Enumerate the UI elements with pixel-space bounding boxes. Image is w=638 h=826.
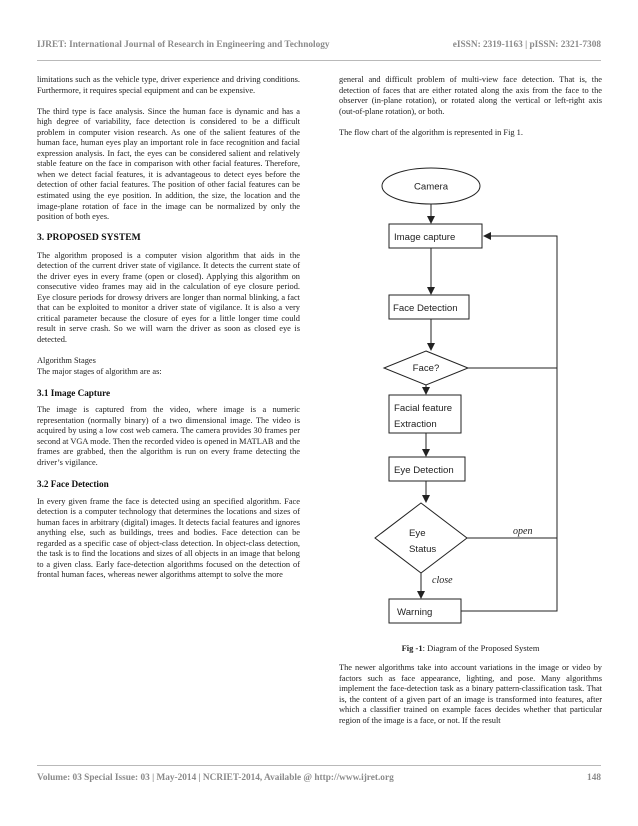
running-footer xyxy=(37,773,601,787)
left-column xyxy=(37,75,300,591)
facial-feature-label-2: Extraction xyxy=(394,419,437,430)
paragraph: The third type is face analysis. Since the human face is dynamic and has a high degree of variability, face detection is considered to be a difficult problem in computer vision research. As one of the salient features of the human face, human eyes play an important role in face recognition and facial expression analysis. In fact, the eyes can be considered salient and relatively stable feature on the face in comparison with other facial features. Therefore, when we detect facial features, it is advantageous to detect eyes before the detection of other facial features. The position of other facial features can be estimated using the eye position. In addition, the size, the location and the image-plane rotation of face in the image can be normalized by only the position of both eyes. xyxy=(37,106,300,222)
paragraph: The algorithm proposed is a computer vision algorithm that aids in the detection of the current driver state of vigilance. It detects the current state of the driver eyes in every frame (open or closed). Applying this algorithm on consecutive video frames may aid in the calculation of eye closure period. Eye closure periods for drowsy drivers are longer than normal blinking, a fact that can be exploited to monitor a driver state of vigilance. It is also a very critical parameter because the closure of eyes for a little longer time could result in serve crash. So we will warn the driver as soon as closed eye is detected. xyxy=(37,250,300,345)
eye-detection-label: Eye Detection xyxy=(394,465,454,476)
right-column xyxy=(339,75,602,149)
header-rule xyxy=(37,60,601,61)
paragraph: The major stages of algorithm are as: xyxy=(37,366,162,376)
open-label: open xyxy=(513,526,533,537)
paragraph: The image is captured from the video, where image is a numeric representation (normally binary) of a two dimensional image. The video is acquired by using a low cost web camera. The camera provides 30 frames per second at VGA mode. Then the recorded video is opened in MATLAB and the frames are grabbed, then the algorithm is run on every frame detecting the driver’s vigilance. xyxy=(37,405,300,467)
running-header xyxy=(37,40,601,54)
right-column-continued xyxy=(339,663,602,726)
volume-info: Volume: 03 Special Issue: 03 | May-2014 | NCRIET-2014, Available @ http://www.ijret.org xyxy=(37,773,394,783)
paragraph: The flow chart of the algorithm is represented in Fig 1. xyxy=(339,127,523,137)
paragraph: limitations such as the vehicle type, driver experience and driving conditions. Furthermore, it requires special equipment and can be expensive. xyxy=(37,75,300,95)
eye-status-label-1: Eye xyxy=(409,528,426,539)
journal-title: IJRET: International Journal of Research in Engineering and Technology xyxy=(37,40,330,50)
footer-rule xyxy=(37,765,601,766)
eye-status-label-2: Status xyxy=(409,544,437,555)
issn: eISSN: 2319-1163 | pISSN: 2321-7308 xyxy=(452,40,601,50)
subheading-plain: Algorithm Stages xyxy=(37,356,96,366)
page-number: 148 xyxy=(587,773,601,783)
camera-label: Camera xyxy=(413,181,449,193)
loop-line xyxy=(461,236,557,611)
figure-caption xyxy=(339,643,602,653)
flowchart-svg xyxy=(339,160,602,640)
image-capture-label: Image capture xyxy=(394,232,456,243)
warning-label: Warning xyxy=(397,607,433,618)
face-detection-label: Face Detection xyxy=(393,303,458,314)
face-decision-label: Face? xyxy=(412,363,440,374)
subsection-heading: 3.2 Face Detection xyxy=(37,479,109,489)
close-label: close xyxy=(432,575,453,586)
subsection-heading: 3.1 Image Capture xyxy=(37,387,111,398)
paragraph: The newer algorithms take into account variations in the image or video by factors such as face appearance, lighting, and pose. Many algorithms implement the face-detection task as a binary pattern-classification task. That is, the content of a given part of an image is transformed into features, after which a classifier trained on example faces decides whether that particular region of the image is a face, or not. If the result xyxy=(339,663,602,725)
figure-caption-text: : Diagram of the Proposed System xyxy=(422,643,540,653)
flowchart xyxy=(339,160,602,660)
section-heading: 3. PROPOSED SYSTEM xyxy=(37,232,141,244)
paragraph: In every given frame the face is detected using an specified algorithm. Face detection is a computer technology that determines the locations and sizes of human faces in arbitrary (digital) images. It detects facial features and ignores anything else, such as buildings, trees and bodies. Face detection can be regarded as a specific case of object-class detection. In object-class detection, the task is to find the locations and sizes of all objects in an image that belong to a given class. Early face-detection algorithms focused on the detection of frontal human faces, whereas newer algorithms attempt to solve the more xyxy=(37,496,300,580)
figure-label: Fig -1 xyxy=(401,643,423,653)
facial-feature-label-1: Facial feature xyxy=(394,403,453,414)
paragraph: general and difficult problem of multi-view face detection. That is, the detection of faces that are either rotated along the axis from the face to the observer (in-plane rotation), or rotated along the vertical or left-right axis (out-of-plane rotation), or both. xyxy=(339,75,602,116)
